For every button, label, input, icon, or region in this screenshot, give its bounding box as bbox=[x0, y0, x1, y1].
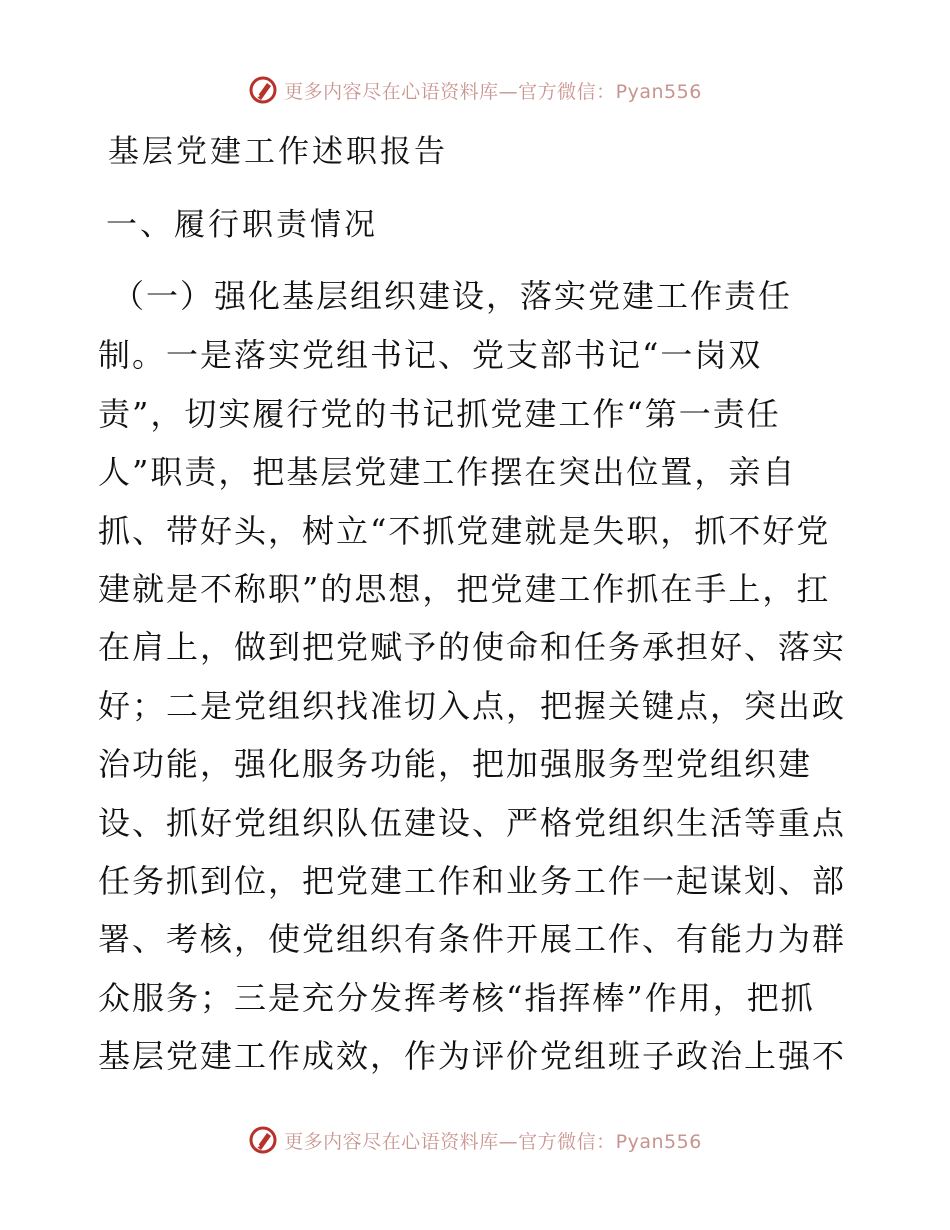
paragraph-line-3: 责”，切实履行党的书记抓党建工作“第一责任 bbox=[98, 395, 781, 433]
paragraph-line-14: 基层党建工作成效，作为评价党组班子政治上强不 bbox=[98, 1037, 847, 1075]
watermark-text-bottom: 更多内容尽在心语资料库—官方微信：Pyan556 bbox=[284, 1130, 702, 1153]
section-heading: 一、履行职责情况 bbox=[106, 207, 378, 243]
paragraph-line-4: 人”职责，把基层党建工作摆在突出位置，亲自 bbox=[98, 453, 797, 491]
paragraph-line-11: 任务抓到位，把党建工作和业务工作一起谋划、部 bbox=[98, 862, 847, 900]
paragraph-line-7: 在肩上，做到把党赋予的使命和任务承担好、落实 bbox=[98, 628, 847, 666]
watermark-banner-top bbox=[0, 70, 950, 110]
pen-nib-logo-icon bbox=[248, 75, 278, 105]
paragraph-line-6: 建就是不称职”的思想，把党建工作抓在手上，扛 bbox=[98, 570, 831, 608]
pen-nib-logo-icon bbox=[248, 1125, 278, 1155]
watermark-banner-bottom bbox=[0, 1120, 950, 1160]
paragraph-line-1: （一）强化基层组织建设，落实党建工作责任 bbox=[112, 277, 793, 315]
document-title: 基层党建工作述职报告 bbox=[108, 134, 448, 170]
paragraph-line-9: 治功能，强化服务功能，把加强服务型党组织建 bbox=[98, 745, 813, 783]
paragraph-line-12: 署、考核，使党组织有条件开展工作、有能力为群 bbox=[98, 920, 847, 958]
paragraph-line-2: 制。一是落实党组书记、党支部书记“一岗双 bbox=[98, 336, 763, 374]
paragraph-line-13: 众服务；三是充分发挥考核“指挥棒”作用，把抓 bbox=[98, 979, 815, 1017]
paragraph-line-5: 抓、带好头，树立“不抓党建就是失职，抓不好党 bbox=[98, 512, 831, 550]
paragraph-line-8: 好；二是党组织找准切入点，把握关键点，突出政 bbox=[98, 687, 847, 725]
paragraph-line-10: 设、抓好党组织队伍建设、严格党组织生活等重点 bbox=[98, 804, 847, 842]
watermark-text-top: 更多内容尽在心语资料库—官方微信：Pyan556 bbox=[284, 80, 702, 103]
